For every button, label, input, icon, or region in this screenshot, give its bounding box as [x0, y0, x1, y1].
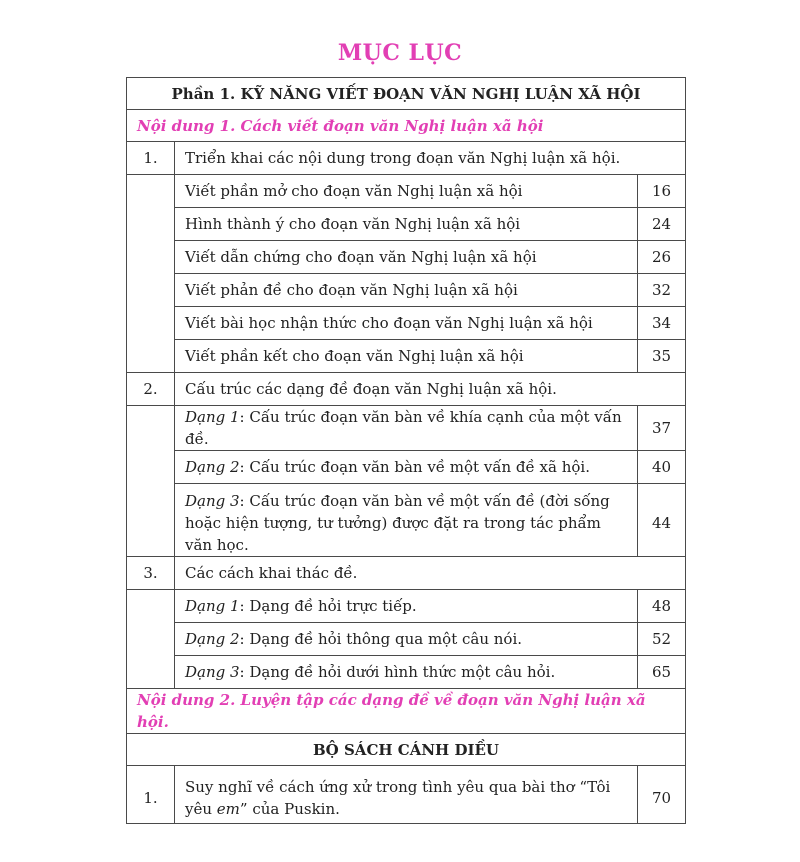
- toc-entry[interactable]: [127, 274, 686, 307]
- toc-entry[interactable]: [127, 175, 686, 208]
- entry-page: 24: [638, 208, 686, 241]
- entry-title: [175, 484, 638, 557]
- entry-text: : Dạng đề hỏi thông qua một câu nói.: [239, 630, 523, 648]
- entry-label: Dạng 1: [185, 408, 240, 426]
- entry-text: ” của Puskin.: [239, 799, 340, 818]
- entry-title: [175, 590, 638, 623]
- entry-title: Viết phản đề cho đoạn văn Nghị luận xã hội: [175, 274, 638, 307]
- entry-page: 34: [638, 307, 686, 340]
- entry-text: : Dạng đề hỏi dưới hình thức một câu hỏi.: [239, 663, 556, 681]
- entry-page: 16: [638, 175, 686, 208]
- entry-page: 65: [638, 656, 686, 689]
- toc-table: [126, 77, 686, 824]
- part-heading: Phần 1. KỸ NĂNG VIẾT ĐOẠN VĂN NGHỊ LUẬN XÃ HỘI: [127, 78, 686, 110]
- entry-page: 32: [638, 274, 686, 307]
- entry-number: 1.: [127, 766, 175, 824]
- toc-entry[interactable]: [127, 451, 686, 484]
- group-indent-cell: [127, 406, 175, 557]
- toc-entry[interactable]: [127, 406, 686, 451]
- content-heading-row: [127, 110, 686, 142]
- entry-page: 48: [638, 590, 686, 623]
- entry-title: [175, 656, 638, 689]
- entry-title: Viết dẫn chứng cho đoạn văn Nghị luận xã hội: [175, 241, 638, 274]
- entry-text: Suy nghĩ về cách ứng xử trong tình yêu qua bài thơ “Tôi yêu: [185, 777, 611, 818]
- entry-label: Dạng 3: [185, 492, 240, 510]
- toc-entry[interactable]: [127, 766, 686, 824]
- part-heading-row: [127, 78, 686, 110]
- toc-entry[interactable]: [127, 241, 686, 274]
- toc-entry[interactable]: [127, 623, 686, 656]
- entry-title: Viết phần mở cho đoạn văn Nghị luận xã hội: [175, 175, 638, 208]
- group-number: 2.: [127, 373, 175, 406]
- group-row: [127, 373, 686, 406]
- content-heading-2: Nội dung 2. Luyện tập các dạng đề về đoạn văn Nghị luận xã hội.: [127, 689, 686, 734]
- toc-entry[interactable]: [127, 307, 686, 340]
- group-indent-cell: [127, 590, 175, 689]
- entry-text: : Cấu trúc đoạn văn bàn về một vấn đề (đời sống hoặc hiện tượng, tư tưởng) được đặt ra trong tác phẩm văn học.: [185, 492, 610, 554]
- group-row: [127, 557, 686, 590]
- entry-label: Dạng 2: [185, 458, 240, 476]
- book-heading: BỘ SÁCH CÁNH DIỀU: [127, 734, 686, 766]
- entry-page: 40: [638, 451, 686, 484]
- entry-title: Viết bài học nhận thức cho đoạn văn Nghị luận xã hội: [175, 307, 638, 340]
- entry-title: [175, 451, 638, 484]
- book-heading-row: [127, 734, 686, 766]
- entry-title: [175, 766, 638, 824]
- group-title: Cấu trúc các dạng đề đoạn văn Nghị luận xã hội.: [175, 373, 686, 406]
- entry-page: 52: [638, 623, 686, 656]
- entry-title: Hình thành ý cho đoạn văn Nghị luận xã hội: [175, 208, 638, 241]
- entry-page: 44: [638, 484, 686, 557]
- toc-entry[interactable]: [127, 484, 686, 557]
- entry-title: [175, 406, 638, 451]
- content-heading-row: [127, 689, 686, 734]
- entry-title: Viết phần kết cho đoạn văn Nghị luận xã hội: [175, 340, 638, 373]
- entry-text: : Cấu trúc đoạn văn bàn về một vấn đề xã hội.: [239, 458, 590, 476]
- page-title: MỤC LỤC: [337, 40, 463, 66]
- entry-page: 70: [638, 766, 686, 824]
- entry-text: : Cấu trúc đoạn văn bàn về khía cạnh của một vấn đề.: [185, 408, 622, 448]
- content-heading-1: Nội dung 1. Cách viết đoạn văn Nghị luận xã hội: [127, 110, 686, 142]
- group-indent-cell: [127, 175, 175, 373]
- entry-label: Dạng 1: [185, 597, 240, 615]
- group-title: Triển khai các nội dung trong đoạn văn Nghị luận xã hội.: [175, 142, 686, 175]
- entry-label: Dạng 3: [185, 663, 240, 681]
- toc-entry[interactable]: [127, 340, 686, 373]
- entry-page: 26: [638, 241, 686, 274]
- group-number: 3.: [127, 557, 175, 590]
- entry-page: 35: [638, 340, 686, 373]
- group-number: 1.: [127, 142, 175, 175]
- entry-italic-text: em: [216, 799, 240, 818]
- toc-entry[interactable]: [127, 208, 686, 241]
- entry-title: [175, 623, 638, 656]
- group-row: [127, 142, 686, 175]
- entry-page: 37: [638, 406, 686, 451]
- toc-entry[interactable]: [127, 656, 686, 689]
- toc-entry[interactable]: [127, 590, 686, 623]
- entry-label: Dạng 2: [185, 630, 240, 648]
- group-title: Các cách khai thác đề.: [175, 557, 686, 590]
- entry-text: : Dạng đề hỏi trực tiếp.: [239, 597, 417, 615]
